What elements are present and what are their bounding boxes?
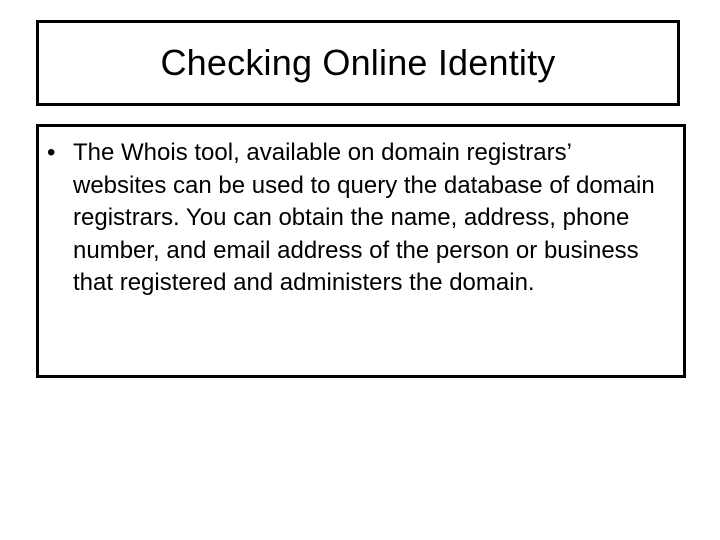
content-box bbox=[36, 124, 686, 378]
slide-title: Checking Online Identity bbox=[160, 42, 556, 83]
title-box bbox=[36, 20, 680, 106]
bullet-item bbox=[47, 137, 669, 300]
bullet-icon: • bbox=[47, 139, 56, 166]
bullet-text: The Whois tool, available on domain registrars’ websites can be used to query the database of domain registrars. You can obtain the name, address, phone number, and email address of the person or business that registered and administers the domain. bbox=[73, 139, 655, 296]
